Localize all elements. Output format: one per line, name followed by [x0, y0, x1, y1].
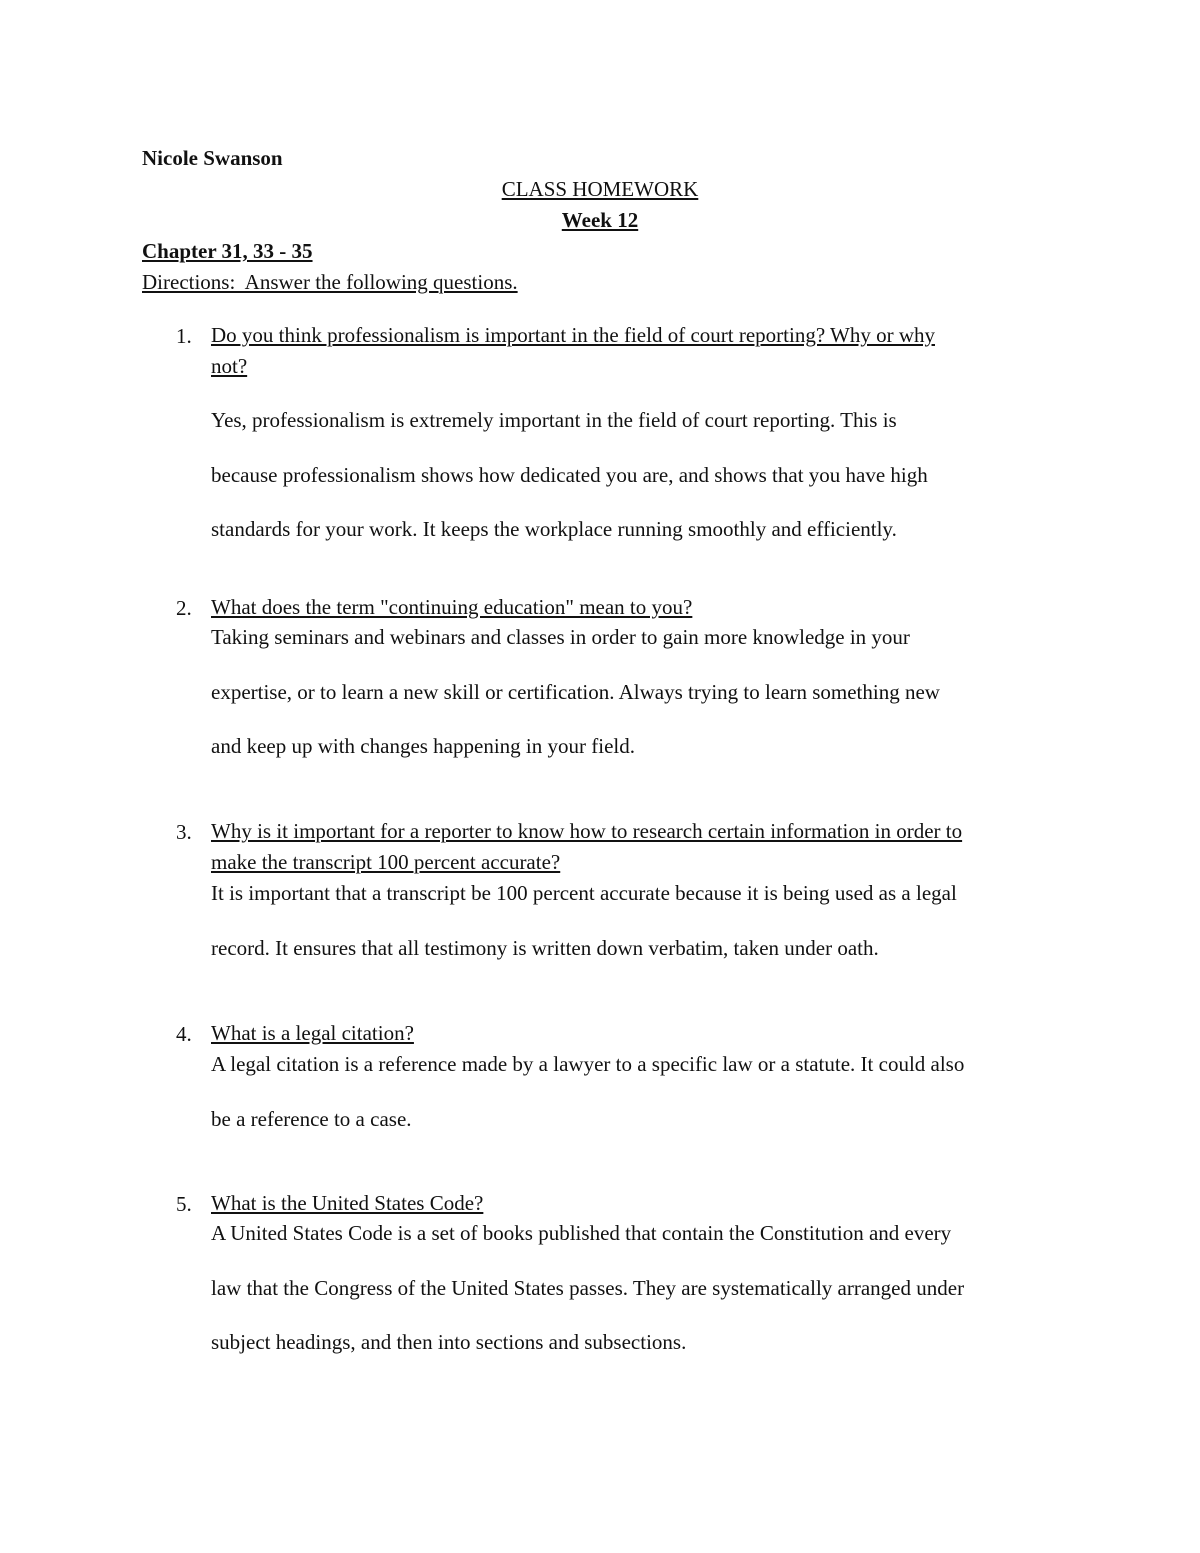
question-number: 4.: [176, 1022, 192, 1046]
question-line: What does the term "continuing education" mean to you?: [211, 595, 693, 619]
question-number: 5.: [176, 1192, 192, 1216]
answer-line: record. It ensures that all testimony is written down verbatim, taken under oath.: [211, 935, 879, 960]
answer-text: [211, 1206, 964, 1370]
answer-line: A legal citation is a reference made by a lawyer to a specific law or a statute. It could also: [211, 1052, 965, 1076]
question-text: [211, 320, 935, 382]
answer-text: [211, 393, 928, 557]
question-line: What is the United States Code?: [211, 1191, 484, 1215]
question-line: make the transcript 100 percent accurate?: [211, 850, 561, 874]
answer-line: be a reference to a case.: [211, 1106, 412, 1131]
question-number: 3.: [176, 820, 192, 844]
answer-text: [211, 866, 957, 975]
question-line: What is a legal citation?: [211, 1021, 414, 1045]
directions-text: Directions: Answer the following questions.: [142, 270, 518, 294]
week-label: Week 12: [561, 208, 639, 232]
answer-line: law that the Congress of the United States passes. They are systematically arranged under: [211, 1275, 965, 1300]
document-title: CLASS HOMEWORK: [501, 177, 699, 201]
answer-line: standards for your work. It keeps the workplace running smoothly and efficiently.: [211, 517, 897, 541]
answer-line: Yes, professionalism is extremely important in the field of court reporting. This is: [211, 408, 897, 432]
answer-line: expertise, or to learn a new skill or certification. Always trying to learn something new: [211, 679, 940, 704]
answer-text: [211, 1037, 964, 1146]
question-line: not?: [211, 354, 248, 378]
answer-line: A United States Code is a set of books published that contain the Constitution and every: [211, 1221, 952, 1245]
answer-line: Taking seminars and webinars and classes in order to gain more knowledge in your: [211, 625, 910, 649]
question-number: 2.: [176, 596, 192, 620]
answer-line: It is important that a transcript be 100 percent accurate because it is being used as a legal: [211, 881, 957, 905]
author-name: Nicole Swanson: [142, 146, 283, 170]
question-number: 1.: [176, 324, 192, 348]
chapter-heading: Chapter 31, 33 - 35: [142, 239, 313, 263]
answer-text: [211, 610, 940, 774]
answer-line: subject headings, and then into sections and subsections.: [211, 1330, 687, 1354]
question-line: Do you think professionalism is important in the field of court reporting? Why or why: [211, 323, 935, 347]
answer-line: and keep up with changes happening in your field.: [211, 734, 635, 758]
answer-line: because professionalism shows how dedicated you are, and shows that you have high: [211, 462, 928, 487]
question-line: Why is it important for a reporter to know how to research certain information in order to: [211, 819, 963, 843]
